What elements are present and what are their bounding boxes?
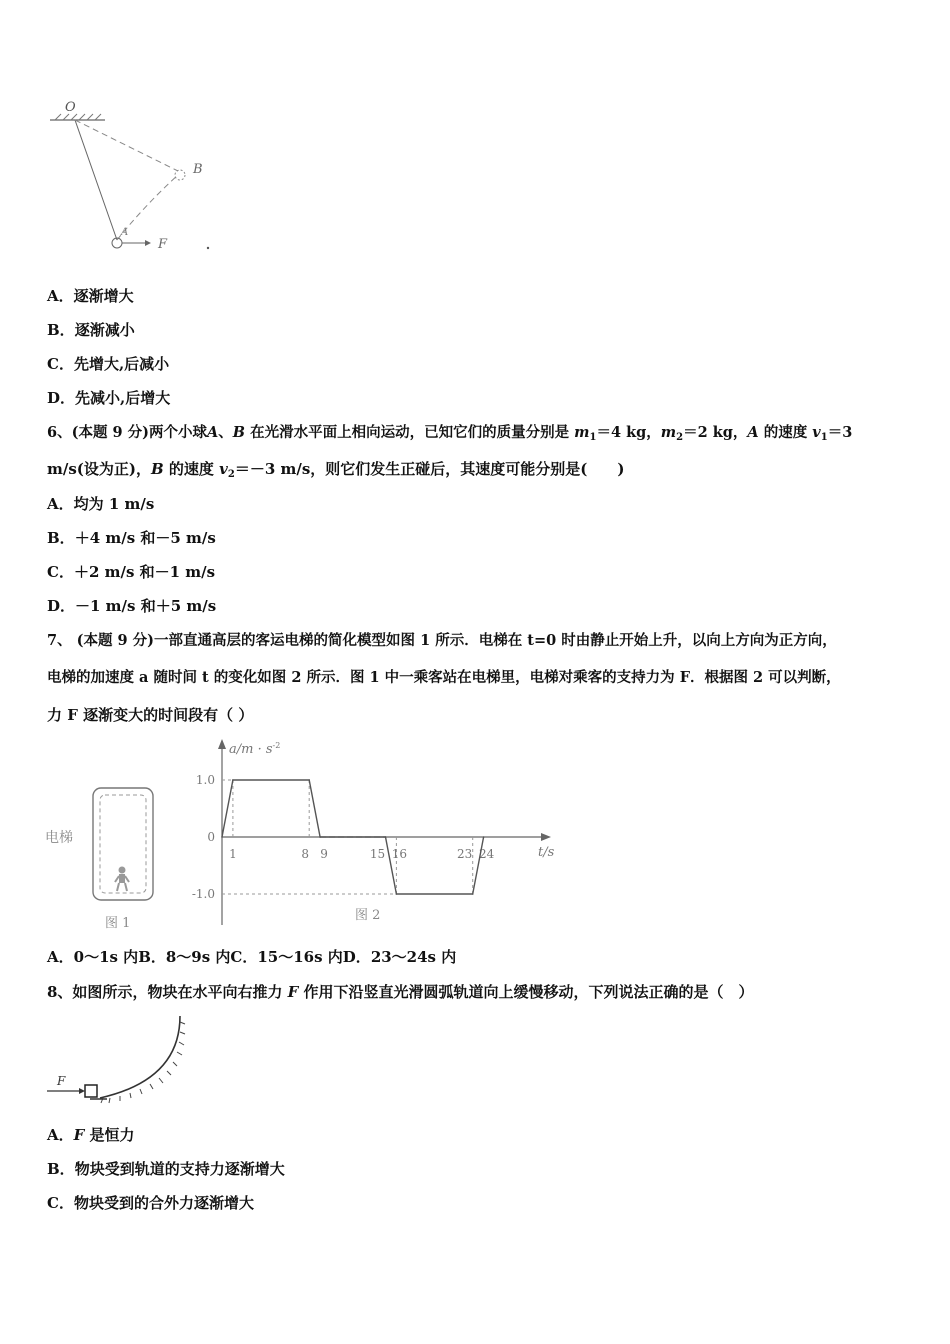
data-point [483, 836, 485, 838]
q6-option-d: D．－1 m/s 和＋5 m/s [47, 597, 217, 615]
q5-option-b: B．逐渐减小 [47, 321, 135, 339]
q7-fig1-caption: 图 1 [105, 916, 131, 931]
q7-option-c: C．15～16s 内 [230, 948, 343, 966]
y-tick-label: -1.0 [191, 887, 215, 901]
q5-label-O: O [65, 100, 76, 115]
q5-pendulum-figure [45, 95, 220, 260]
chart-y-axis-arrow [218, 739, 226, 749]
q8-option-a: A．F 是恒力 [47, 1126, 135, 1144]
q7-stem-line3: 力 F 逐渐变大的时间段有（ ） [47, 706, 254, 724]
q8-arc-track-figure [45, 1010, 195, 1110]
data-point [385, 836, 387, 838]
chart-ylabel: $a/m \cdot s^{-2}$ [229, 741, 281, 757]
q7-fig2-caption: 图 2 [355, 908, 381, 923]
q5-option-a: A．逐渐增大 [47, 287, 134, 305]
x-tick-label: 24 [478, 847, 495, 861]
q7-options [47, 947, 456, 967]
chart-x-axis-arrow [541, 833, 551, 841]
q7-elevator-label: 电梯 [45, 830, 73, 846]
x-tick-label: 23 [457, 847, 473, 861]
q7-at-chart [185, 735, 575, 935]
q5-label-B: B [193, 162, 203, 177]
q6-option-b: B．＋4 m/s 和－5 m/s [47, 529, 216, 547]
q7-elevator-figure [45, 770, 175, 935]
q8-option-b: B．物块受到轨道的支持力逐渐增大 [47, 1160, 285, 1178]
data-point [308, 779, 310, 781]
data-point [221, 836, 223, 838]
q5-label-A: A [121, 227, 129, 238]
q6-stem-line1: 6、(本题 9 分)两个小球A、B 在光滑水平面上相向运动，已知它们的质量分别是 $m_1=4$ kg，$m_2=2$ kg，A 的速度 $v_1=3$ [47, 424, 853, 443]
q6-option-a: A．均为 1 m/s [47, 495, 155, 513]
q6-option-c: C．＋2 m/s 和－1 m/s [47, 563, 216, 581]
chart-xlabel: t/s [538, 845, 555, 860]
x-tick-label: 8 [301, 847, 310, 861]
q7-option-b: B．8～9s 内 [138, 948, 231, 966]
q7-stem-line1: 7、 (本题 9 分)一部直通高层的客运电梯的简化模型如图 1 所示．电梯在 t=0 时由静止开始上升，以向上方向为正方向， [47, 632, 837, 649]
data-point [319, 836, 321, 838]
q8-label-F: F [57, 1074, 66, 1088]
x-tick-label: 1 [229, 847, 237, 861]
y-tick-label: 0 [207, 830, 215, 844]
x-tick-label: 9 [320, 847, 328, 861]
q7-stem-line2: 电梯的加速度 a 随时间 t 的变化如图 2 所示．图 1 中一乘客站在电梯里，电梯对乘客的支持力为 F．根据图 2 可以判断， [47, 669, 841, 686]
q8-stem: 8、如图所示，物块在水平向右推力 F 作用下沿竖直光滑圆弧轨道向上缓慢移动，下列说法正确的是（ ） [47, 983, 754, 1001]
q5-option-c: C．先增大,后减小 [47, 355, 170, 373]
data-point [232, 779, 234, 781]
q7-option-d: D．23～24s 内 [342, 948, 457, 966]
data-point [396, 893, 398, 895]
data-point [472, 893, 474, 895]
passenger-icon [115, 867, 129, 892]
x-tick-label: 16 [391, 847, 408, 861]
x-tick-label: 15 [369, 847, 386, 861]
q6-stem-line2: m/s(设为正)，B 的速度 $v_2=-3$ m/s，则它们发生正碰后，其速度可能分别是( ) [47, 460, 625, 480]
q7-option-a: A．0～1s 内 [47, 948, 139, 966]
q5-option-d: D．先减小,后增大 [47, 389, 171, 407]
y-tick-label: 1.0 [195, 773, 215, 787]
q5-label-F: F [158, 237, 168, 252]
q8-option-c: C．物块受到的合外力逐渐增大 [47, 1194, 254, 1212]
